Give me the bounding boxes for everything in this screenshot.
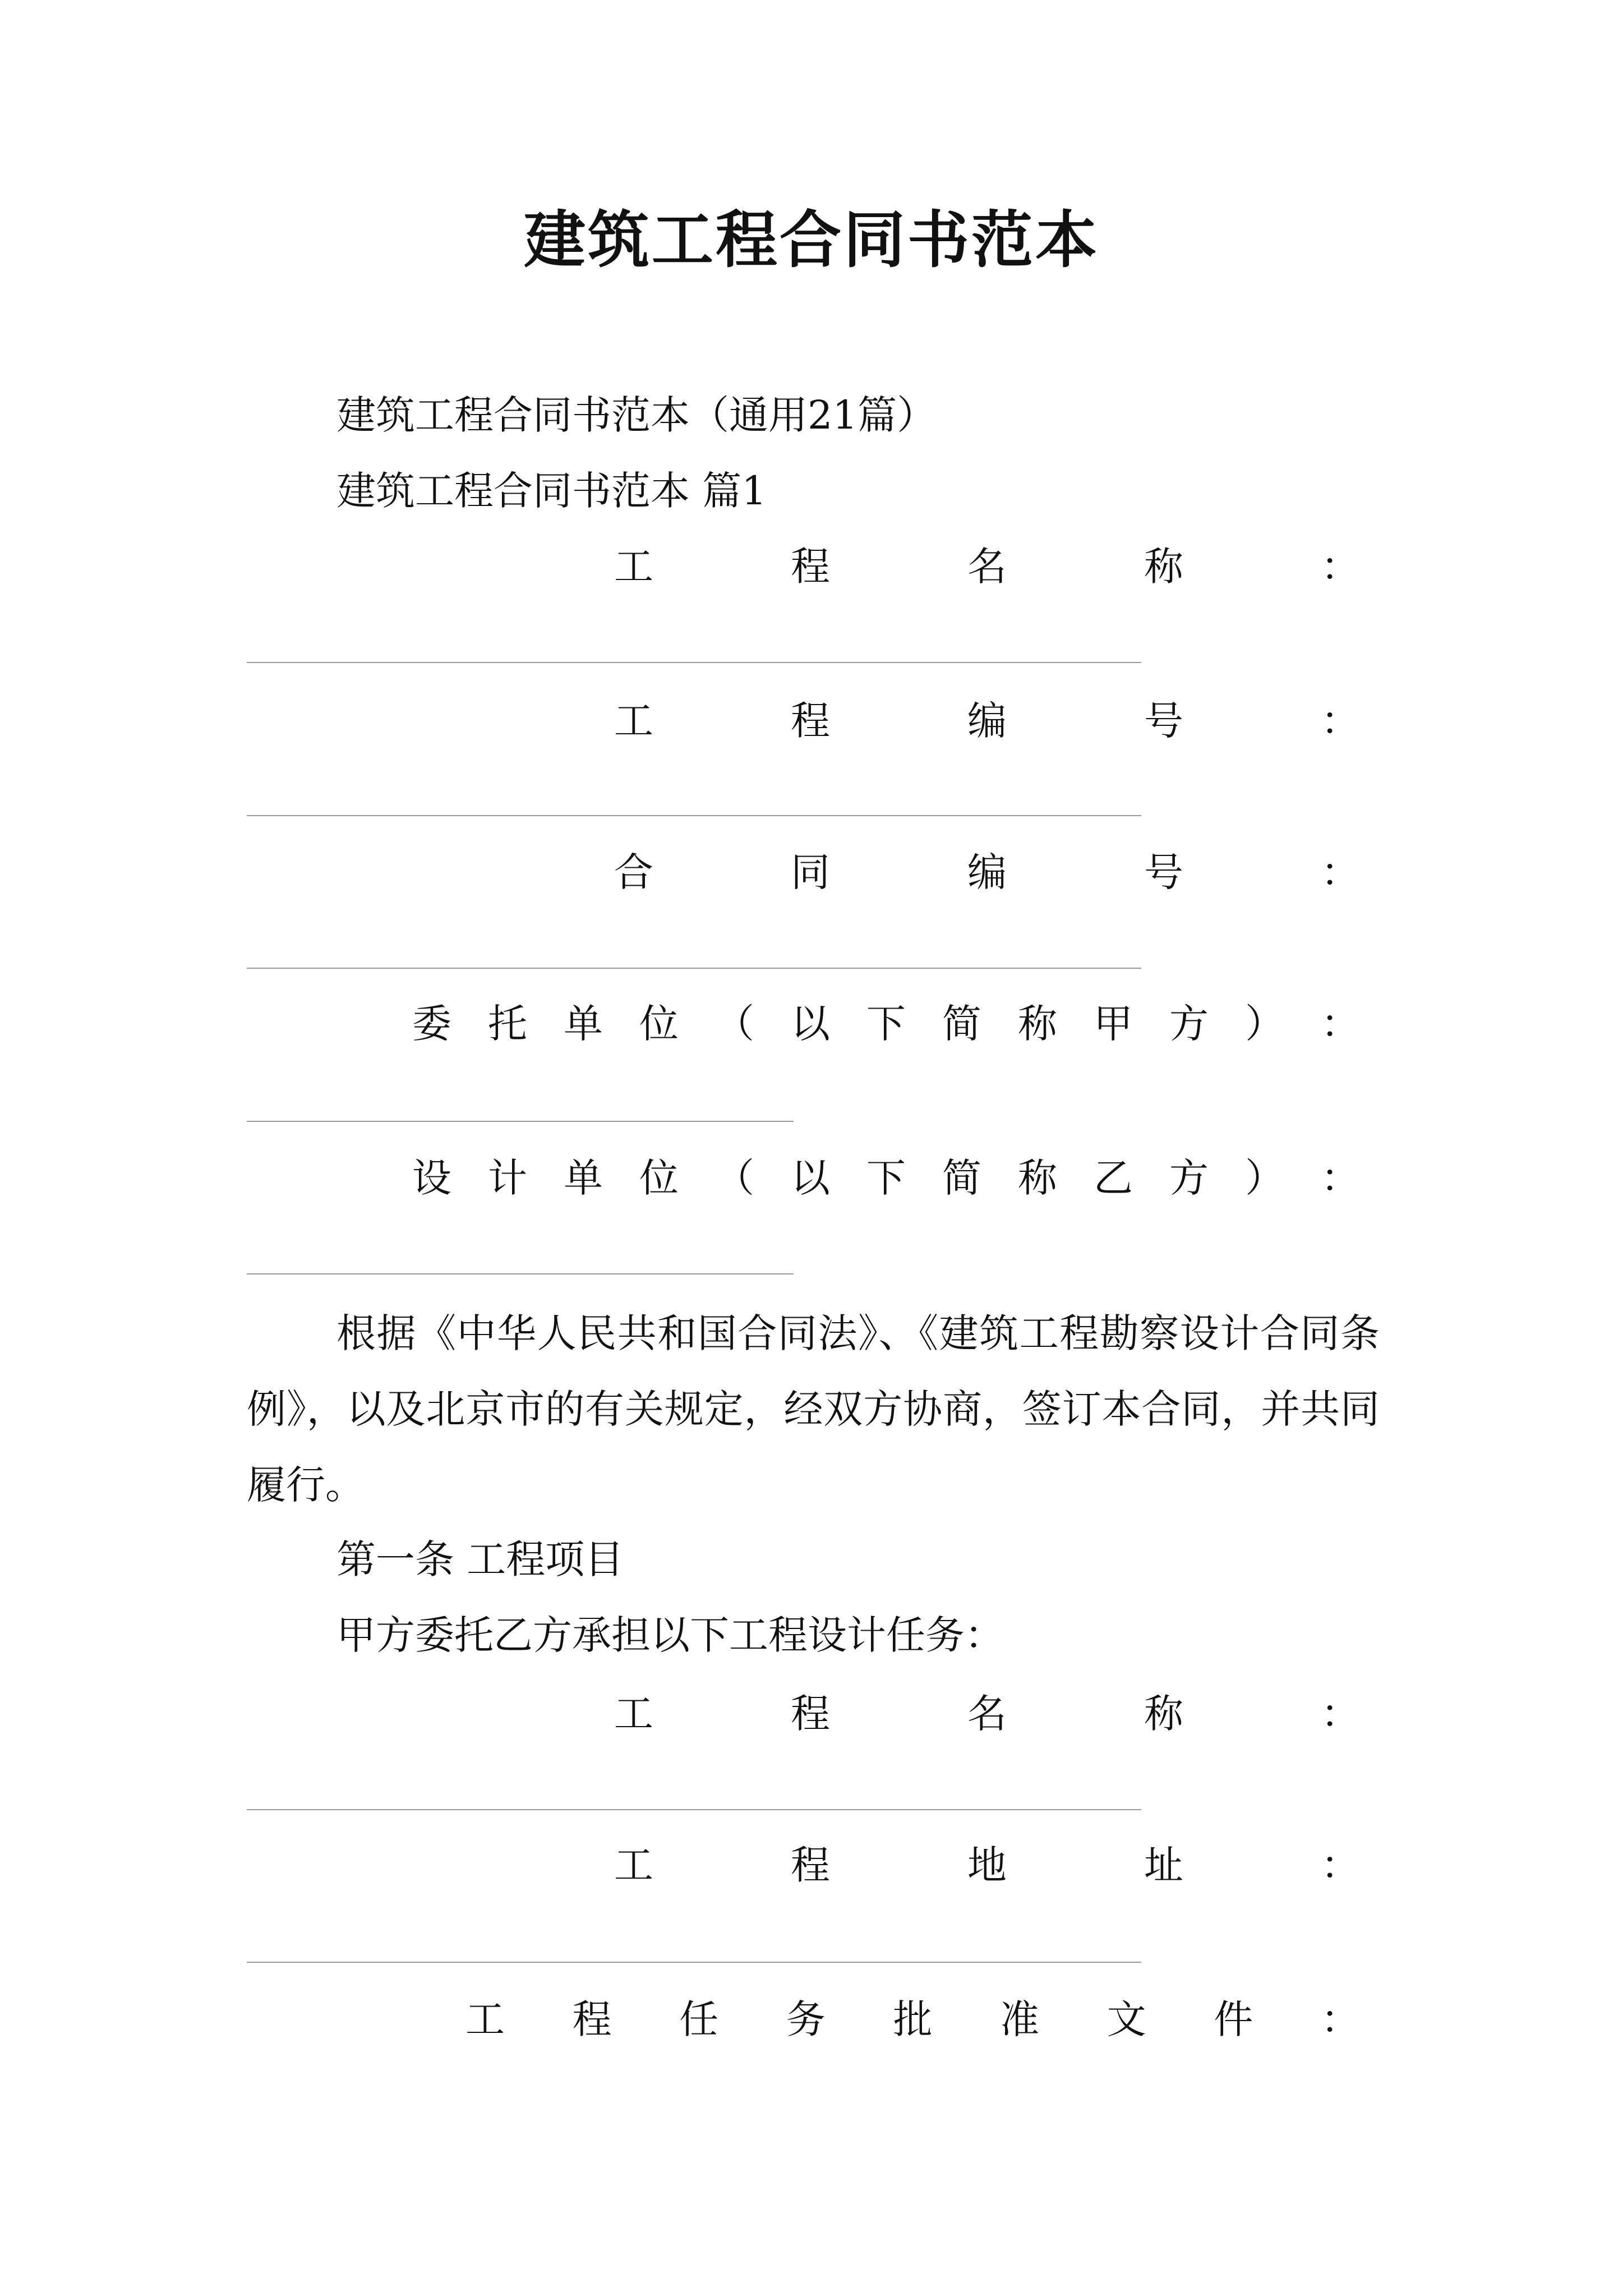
field-label-char: 址: [1144, 1842, 1183, 1888]
field-label-char: ：: [1321, 1996, 1360, 2042]
field-label-char: 批: [893, 1996, 933, 2042]
field-label-char: 称: [1144, 544, 1183, 590]
blank-underline: [247, 968, 1141, 969]
field-label-char: 甲: [1094, 1001, 1133, 1047]
field-designer-party-label: [412, 1155, 1360, 1201]
field-label-char: ）: [1245, 1155, 1284, 1201]
field-label-char: 名: [967, 1691, 1007, 1737]
blank-underline: [247, 1273, 794, 1274]
intro-paragraph: 根据《中华人民共和国合同法》、《建筑工程勘察设计合同条例》，以及北京市的有关规定，经双方协商，签订本合同，并共同履行。: [247, 1310, 1380, 1508]
field-label-char: 委: [412, 1001, 451, 1047]
field-label-char: 号: [1144, 698, 1183, 744]
field-project-number-label: [614, 698, 1360, 744]
field-label-char: 工: [614, 544, 653, 590]
field-label-char: 单: [564, 1001, 603, 1047]
field-label-char: 乙: [1094, 1155, 1133, 1201]
field-label-char: 件: [1214, 1996, 1253, 2042]
field-project-address-label: [614, 1842, 1360, 1888]
field-label-char: 简: [942, 1155, 981, 1201]
field-label-char: （: [715, 1001, 754, 1047]
blank-underline: [247, 815, 1141, 816]
field-label-char: 以: [791, 1155, 830, 1201]
field-label-char: 方: [1169, 1155, 1209, 1201]
field-label-char: 位: [639, 1155, 679, 1201]
field-client-party-label: [412, 1001, 1360, 1047]
article-one-heading: 第一条 工程项目: [336, 1536, 624, 1582]
field-label-char: 单: [564, 1155, 603, 1201]
field-label-char: ：: [1321, 1155, 1360, 1201]
field-label-char: 准: [1000, 1996, 1040, 2042]
field-label-char: 同: [791, 849, 830, 895]
field-label-char: 任: [679, 1996, 719, 2042]
field-label-char: 位: [639, 1001, 679, 1047]
field-label-char: ：: [1321, 698, 1360, 744]
field-label-char: 地: [967, 1842, 1007, 1888]
document-subtitle: 建筑工程合同书范本（通用21篇）: [336, 392, 937, 438]
field-label-char: ：: [1321, 1691, 1360, 1737]
field-label-char: ：: [1321, 849, 1360, 895]
field-label-char: 文: [1106, 1996, 1146, 2042]
field-label-char: 程: [791, 1691, 830, 1737]
field-label-char: 工: [614, 1842, 653, 1888]
field-label-char: 务: [786, 1996, 826, 2042]
field-label-char: 下: [866, 1001, 906, 1047]
document-title: 建筑工程合同书范本: [524, 204, 1099, 276]
article-one-text: 甲方委托乙方承担以下工程设计任务：: [336, 1612, 1004, 1658]
field-label-char: 计: [488, 1155, 527, 1201]
field-label-char: 名: [967, 544, 1007, 590]
field-contract-number-label: [614, 849, 1360, 895]
field-approval-document-label: [465, 1996, 1360, 2042]
blank-underline: [247, 1809, 1141, 1810]
field-label-char: 以: [791, 1001, 830, 1047]
field-label-char: 程: [791, 544, 830, 590]
field-project-name-label-2: [614, 1691, 1360, 1737]
section-heading: 建筑工程合同书范本 篇1: [336, 468, 767, 514]
field-label-char: ）: [1245, 1001, 1284, 1047]
blank-underline: [247, 1962, 1141, 1963]
field-label-char: 程: [791, 1842, 830, 1888]
field-label-char: 编: [967, 849, 1007, 895]
blank-underline: [247, 662, 1141, 663]
field-label-char: ：: [1321, 1001, 1360, 1047]
field-label-char: 工: [614, 1691, 653, 1737]
field-label-char: ：: [1321, 544, 1360, 590]
field-label-char: 称: [1144, 1691, 1183, 1737]
field-label-char: 程: [791, 698, 830, 744]
field-label-char: （: [715, 1155, 754, 1201]
field-label-char: 托: [488, 1001, 527, 1047]
field-label-char: 程: [572, 1996, 612, 2042]
field-label-char: 设: [412, 1155, 451, 1201]
field-label-char: 合: [614, 849, 653, 895]
field-label-char: 工: [614, 698, 653, 744]
blank-underline: [247, 1121, 794, 1122]
field-label-char: 方: [1169, 1001, 1209, 1047]
field-label-char: 简: [942, 1001, 981, 1047]
field-label-char: 称: [1018, 1155, 1057, 1201]
field-label-char: 下: [866, 1155, 906, 1201]
field-label-char: 编: [967, 698, 1007, 744]
field-label-char: 称: [1018, 1001, 1057, 1047]
field-label-char: ：: [1321, 1842, 1360, 1888]
field-label-char: 工: [465, 1996, 505, 2042]
field-project-name-label: [614, 544, 1360, 590]
field-label-char: 号: [1144, 849, 1183, 895]
